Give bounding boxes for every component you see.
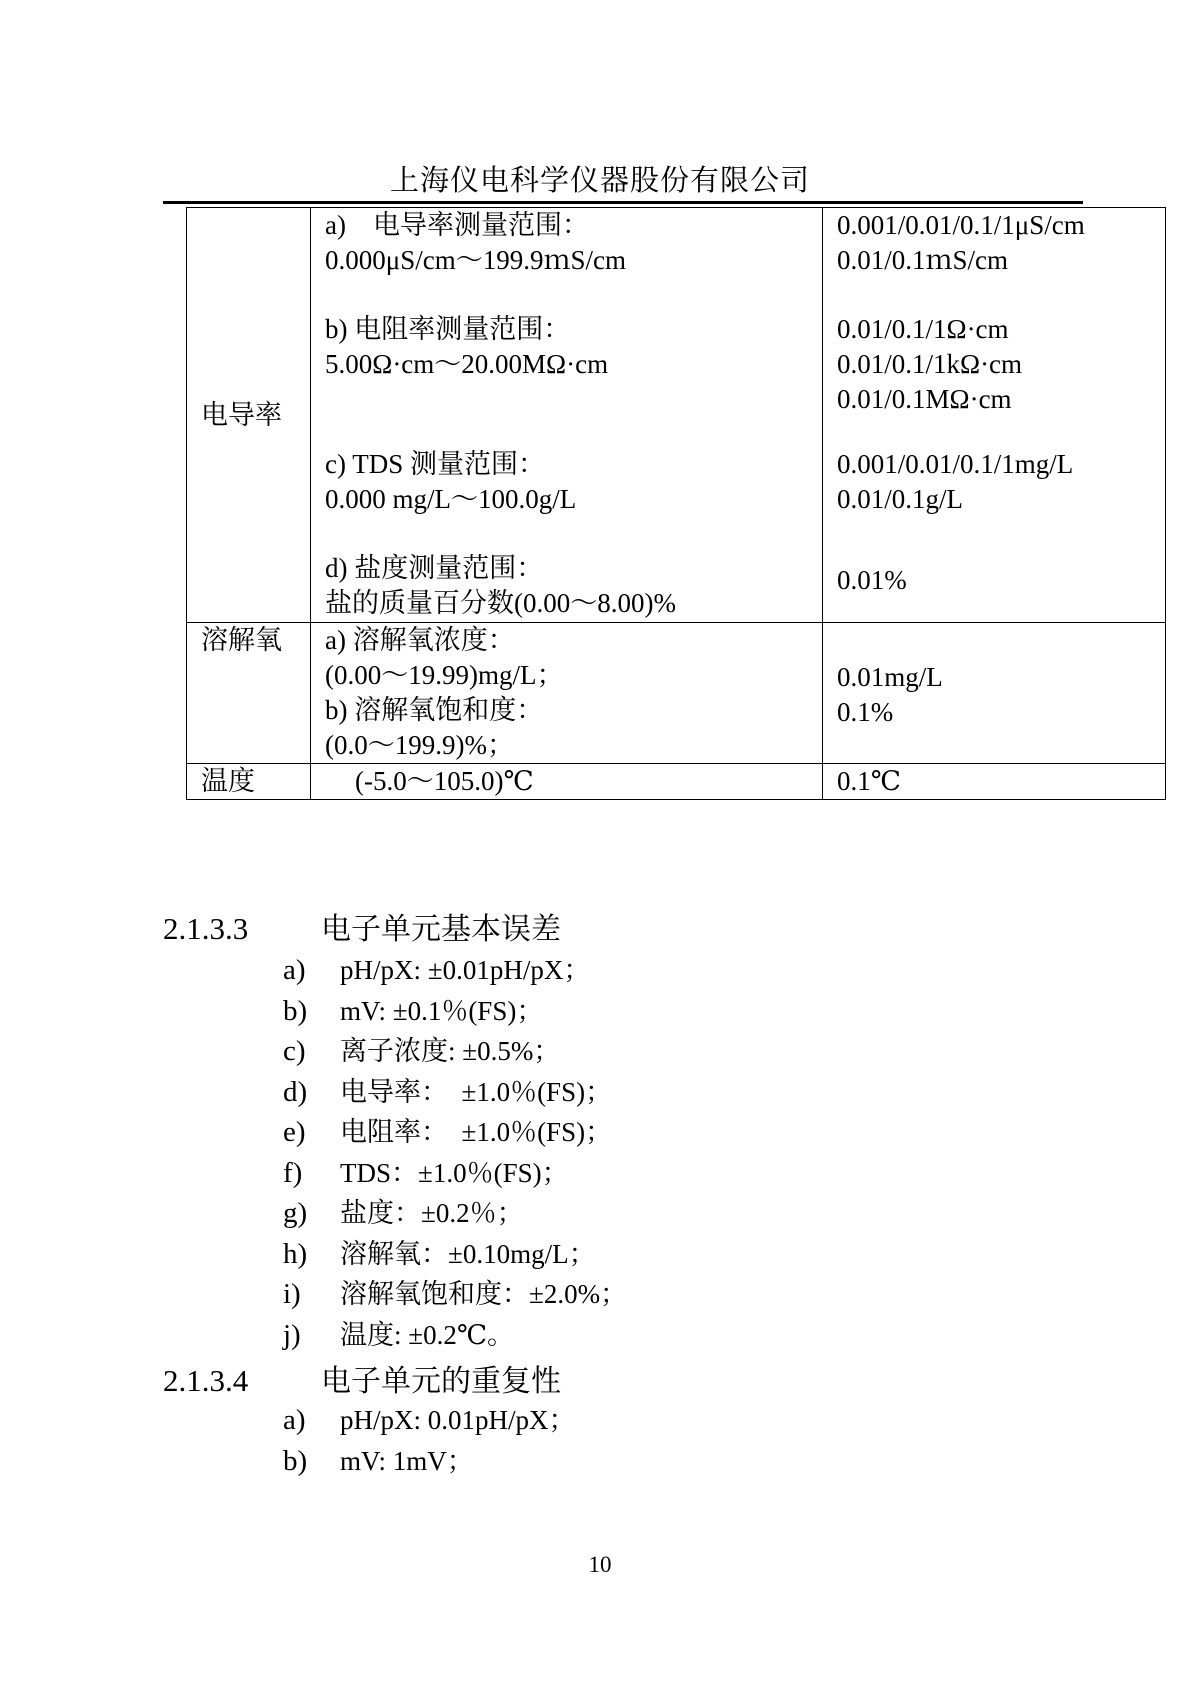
list-item: [283, 1031, 627, 1072]
list-item: [283, 1441, 576, 1482]
item-label: a): [283, 1404, 306, 1436]
range-block: [325, 551, 808, 621]
item-label: f): [283, 1156, 303, 1189]
resolution-cell: [823, 764, 1166, 800]
resolution-block: [837, 447, 1151, 551]
range-line: (0.0～199.9)%；: [325, 730, 514, 760]
list-item: [283, 1153, 627, 1194]
resolution-cell: [823, 208, 1166, 623]
item-label: d): [283, 1075, 308, 1108]
list-item: [283, 950, 627, 991]
range-block: [325, 208, 808, 312]
list-item: [283, 1274, 627, 1315]
spec-table: [186, 207, 1166, 800]
list-item: [283, 1234, 627, 1275]
range-line: 0.000μS/cm～199.9ｍS/cm: [325, 245, 626, 275]
item-text: pH/pX: ±0.01pH/pX；: [340, 955, 591, 985]
item-text: mV: ±0.1％(FS)；: [340, 995, 544, 1026]
section-number: 2.1.3.3: [163, 911, 249, 946]
range-line: a) 溶解氧浓度：: [325, 625, 515, 655]
resolution-block: [837, 208, 1151, 312]
range-line: b) 溶解氧饱和度：: [325, 695, 544, 725]
resolution-block: [837, 551, 1151, 598]
resolution-line: 0.001/0.01/0.1/1μS/cm: [837, 210, 1085, 240]
company-header: 上海仪电科学仪器股份有限公司: [389, 165, 810, 197]
range-line: 5.00Ω·cm～20.00MΩ·cm: [325, 349, 609, 379]
resolution-line: 0.001/0.01/0.1/1mg/L: [837, 449, 1074, 479]
table-row-conductivity: [187, 208, 1166, 623]
list-item: [283, 1315, 627, 1356]
item-text: 溶解氧：±0.10mg/L；: [340, 1238, 596, 1269]
range-line: (-5.0～105.0)℃: [355, 766, 534, 796]
range-cell: [311, 764, 823, 800]
param-cell: [187, 623, 311, 764]
item-label: b): [283, 994, 308, 1027]
resolution-line: 0.01/0.1/1kΩ·cm: [837, 349, 1023, 379]
list-item: [283, 1193, 627, 1234]
item-label: g): [283, 1197, 308, 1229]
list-item: [283, 1400, 576, 1441]
resolution-line: 0.01/0.1g/L: [837, 484, 963, 514]
item-text: 盐度：±0.2％；: [340, 1198, 524, 1228]
section-title: 电子单元基本误差: [321, 912, 561, 947]
item-text: 电阻率： ±1.0％(FS)；: [340, 1117, 613, 1147]
section-title: 电子单元的重复性: [321, 1364, 561, 1399]
param-label: 温度: [201, 766, 255, 796]
range-block: [325, 447, 808, 551]
resolution-line: 0.1%: [837, 697, 894, 727]
resolution-line: 0.01/0.1MΩ·cm: [837, 384, 1012, 414]
item-text: mV: 1mV；: [340, 1445, 474, 1476]
range-line: (0.00～19.99)mg/L；: [325, 660, 564, 690]
item-label: i): [283, 1278, 301, 1310]
resolution-line: 0.1℃: [837, 766, 901, 796]
range-line: d) 盐度测量范围：: [325, 553, 544, 583]
list-item: [283, 991, 627, 1032]
range-line: a) 电导率测量范围：: [325, 210, 589, 240]
item-label: a): [283, 954, 306, 986]
table-row-dissolved-oxygen: [187, 623, 1166, 764]
header-rule: [163, 201, 1083, 204]
resolution-line: 0.01/0.1ｍS/cm: [837, 245, 1009, 275]
param-cell: [187, 764, 311, 800]
range-line: 0.000 mg/L～100.0g/L: [325, 484, 577, 514]
item-label: b): [283, 1444, 308, 1477]
item-text: 溶解氧饱和度：±2.0%；: [340, 1279, 628, 1309]
section-heading: [163, 1356, 561, 1400]
range-line: b) 电阻率测量范围：: [325, 314, 571, 344]
item-text: 温度: ±0.2℃。: [340, 1319, 515, 1350]
resolution-cell: [823, 623, 1166, 764]
range-cell: [311, 208, 823, 623]
range-line: 盐的质量百分数(0.00～8.00)%: [325, 588, 676, 618]
param-label: 电导率: [201, 399, 282, 430]
resolution-line: 0.01/0.1/1Ω·cm: [837, 314, 1009, 344]
range-block: [325, 312, 808, 447]
range-line: c) TDS 测量范围：: [325, 449, 545, 479]
section-heading: [163, 904, 561, 948]
list-item: [283, 1072, 627, 1113]
repeatability-list: [283, 1400, 576, 1481]
section-number: 2.1.3.4: [163, 1363, 249, 1398]
page-number: 10: [588, 1552, 612, 1577]
param-label: 溶解氧: [201, 625, 282, 655]
item-label: j): [283, 1318, 301, 1351]
item-text: 离子浓度: ±0.5%；: [340, 1036, 561, 1066]
item-text: TDS：±1.0％(FS)；: [340, 1157, 569, 1188]
table-row-temperature: [187, 764, 1166, 800]
item-text: pH/pX: 0.01pH/pX；: [340, 1405, 576, 1435]
item-label: h): [283, 1237, 308, 1270]
param-cell: [187, 208, 311, 623]
resolution-block: [837, 312, 1151, 447]
item-text: 电导率： ±1.0％(FS)；: [340, 1076, 613, 1107]
item-label: c): [283, 1035, 306, 1067]
resolution-line: 0.01%: [837, 565, 907, 595]
list-item: [283, 1112, 627, 1153]
range-cell: [311, 623, 823, 764]
item-label: e): [283, 1116, 306, 1148]
resolution-line: 0.01mg/L: [837, 662, 943, 692]
error-list: [283, 950, 627, 1355]
